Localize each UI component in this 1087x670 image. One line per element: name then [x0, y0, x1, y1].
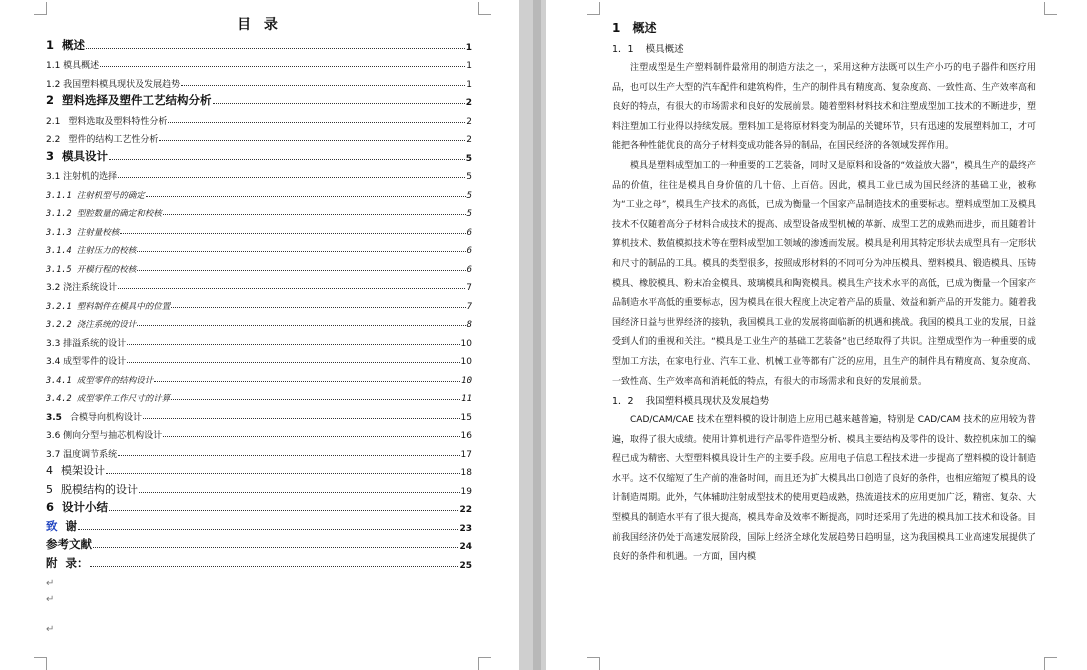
toc-page-number: 5: [466, 190, 472, 201]
toc-entry[interactable]: [46, 164, 472, 183]
toc-entry-text: 合模导向机构设计: [69, 412, 142, 423]
left-page: [0, 0, 519, 670]
toc-page-number: 1: [466, 79, 472, 90]
toc-leader-dots: [139, 491, 460, 493]
toc-entry[interactable]: [46, 127, 472, 146]
toc-entry-label: [46, 300, 170, 312]
crop-mark: [1044, 2, 1057, 15]
toc-leader-dots: [146, 195, 466, 197]
toc-entry-label: [46, 392, 170, 404]
toc-entry-text: 3.3 排溢系统的设计: [46, 338, 127, 349]
toc-entry-text: 塑件的结构工艺性分析: [68, 135, 159, 145]
toc-entry-text: 录：: [65, 555, 89, 570]
toc-entry-text: 塑料选取及塑料特性分析: [68, 116, 168, 127]
toc-page-number: 18: [460, 468, 472, 478]
toc-entry-number: 1: [46, 37, 55, 52]
page-divider[interactable]: [533, 0, 541, 670]
toc-entry[interactable]: [46, 515, 472, 534]
toc-entry-number: 2.2: [46, 135, 61, 145]
toc-entry-text: 3.4.2 成型零件工作尺寸的计算: [46, 394, 171, 404]
toc-leader-dots: [120, 232, 465, 234]
subsection-heading: [612, 40, 1036, 59]
toc-entry-label: [46, 189, 145, 201]
toc-leader-dots: [118, 287, 465, 289]
toc-leader-dots: [109, 509, 458, 511]
toc-page-number: 2: [466, 135, 472, 145]
toc-entry-text: 3.1.4 注射压力的校核: [46, 246, 137, 256]
toc-page-number: 6: [466, 246, 472, 256]
toc-entry[interactable]: [46, 330, 472, 349]
toc-leader-dots: [154, 380, 460, 382]
section-title: 概述: [632, 21, 657, 35]
toc-entry-label: [46, 132, 158, 145]
toc-entry-number: 6: [46, 500, 55, 514]
toc-leader-dots: [143, 417, 460, 419]
toc-entry[interactable]: [46, 478, 472, 497]
toc-leader-dots: [163, 435, 459, 437]
toc-leader-dots: [93, 546, 458, 548]
toc-page-number: 11: [461, 394, 472, 404]
toc-entry-text: 3.2.1 塑料制件在模具中的位置: [46, 301, 171, 312]
toc-entry-label: [46, 555, 89, 571]
toc-leader-dots: [106, 472, 460, 474]
toc-entry-label: [46, 428, 162, 441]
toc-entry-label: [46, 92, 212, 108]
toc-entry-text: 1.1 模具概述: [46, 61, 100, 71]
toc-leader-dots: [159, 139, 465, 141]
document-body: [612, 18, 1036, 568]
toc-entry-number: 3: [46, 148, 55, 163]
toc-leader-dots: [181, 84, 465, 86]
paragraph-mark: ↵: [46, 578, 55, 589]
toc-entry-label: [46, 114, 167, 127]
toc-entry-number: 2.1: [46, 116, 61, 127]
toc-leader-dots: [171, 398, 460, 400]
toc-entry[interactable]: [46, 90, 472, 109]
toc-entry-label: [46, 447, 117, 460]
toc-page-number: 5: [466, 172, 472, 182]
toc-entry[interactable]: [46, 201, 472, 220]
toc-entry-text: 参考文献: [46, 537, 92, 551]
toc-leader-dots: [168, 121, 465, 123]
toc-page-number: 19: [460, 486, 472, 497]
toc-entry-label: [46, 410, 142, 423]
toc-leader-dots: [78, 528, 458, 530]
toc-entry-text: 3.4.1 成型零件的结构设计: [46, 375, 154, 386]
crop-mark: [34, 657, 47, 670]
toc-entry[interactable]: [46, 349, 472, 368]
toc-entry-text: 谢: [65, 518, 77, 533]
toc-page-number: 25: [459, 560, 472, 571]
toc-page-number: 10: [460, 338, 472, 349]
toc-entry[interactable]: [46, 275, 472, 294]
toc-leader-dots: [118, 176, 465, 178]
toc-page-number: 7: [466, 283, 472, 293]
toc-entry[interactable]: [46, 367, 472, 386]
toc-page-number: 23: [459, 523, 472, 534]
toc-entry[interactable]: [46, 71, 472, 90]
toc-entry-text: 3.1.1 注射机型号的确定: [46, 190, 145, 201]
toc-title: 目 录: [237, 17, 282, 33]
toc-entry[interactable]: [46, 182, 472, 201]
toc-entry-text: 3.1.5 开模行程的校核: [46, 264, 137, 275]
toc-page-number: 15: [460, 412, 472, 423]
toc-entry-label: [46, 148, 108, 164]
toc-entry-text: 3.1 注射机的选择: [46, 172, 118, 182]
toc-entry-label: [46, 462, 105, 478]
toc-leader-dots: [127, 361, 459, 363]
toc-entry[interactable]: [46, 423, 472, 442]
toc-entry[interactable]: [46, 256, 472, 275]
toc-entry-text: 脱模结构的设计: [61, 482, 138, 496]
toc-entry-number: 附: [46, 555, 58, 570]
paragraph: CAD/CAM/CAE 技术在塑料模的设计制造上应用已越来越普遍，特别是 CAD/CAM 技术的应用较为普遍，取得了很大成绩。使用计算机进行产品零件造型分析、模具主要结构及零件的设计、数控机床加工的编程已成为精密、大型塑料模具设计生产的主要手段。应用电子信息工程技术进一步提高了塑料模的设计制造水平。这不仅缩短了生产前的准备时间，而且还为扩大模具出口创造了良好的条件，也相应缩短了模具的设计制造周期。此外，气体辅助注射成型技术的使用更趋成熟，热流道技术的应用更加广泛，精密、复杂、大型模具的制造水平有了很大提高，模具寿命及效率不断提高，同时还采用了先进的模具加工技术和设备。目前我国经济仍处于高速发展阶段，国际上经济全球化发展趋势日趋明显，这为我国模具工业高速发展提供了良好的条件和机遇。一方面，国内模: [612, 415, 1036, 563]
toc-entry-number: 2: [46, 93, 55, 107]
toc-entry[interactable]: [46, 145, 472, 164]
toc-leader-dots: [171, 306, 465, 308]
toc-entry[interactable]: [46, 108, 472, 127]
subsection-heading: [612, 392, 1036, 411]
toc-page-number: 6: [466, 264, 472, 275]
toc-entry-label: [46, 226, 119, 238]
toc-entry[interactable]: [46, 53, 472, 72]
toc-entry-label: [46, 536, 92, 552]
toc-entry-label: [46, 280, 117, 293]
toc-entry-number: 5: [46, 482, 53, 496]
toc-page-number: 5: [466, 209, 472, 219]
toc-entry-text: 模架设计: [61, 464, 105, 477]
toc-leader-dots: [137, 324, 465, 326]
toc-entry[interactable]: [46, 460, 472, 479]
toc-page-number: 6: [466, 227, 472, 238]
toc-entry-label: [46, 77, 180, 90]
toc-list: [46, 34, 472, 571]
toc-entry-number: 4: [46, 464, 53, 477]
toc-entry[interactable]: [46, 219, 472, 238]
toc-leader-dots: [127, 343, 459, 345]
toc-page-number: 8: [466, 320, 472, 330]
toc-entry[interactable]: [46, 34, 472, 53]
toc-page-number: 2: [465, 98, 472, 108]
paragraph-mark: ↵: [46, 624, 55, 635]
toc-entry[interactable]: [46, 386, 472, 405]
toc-leader-dots: [86, 47, 465, 49]
subsection-title: 模具概述: [645, 44, 684, 55]
toc-page-number: 17: [460, 449, 472, 460]
toc-entry[interactable]: [46, 293, 472, 312]
toc-entry-text: 3.1.2 型腔数量的确定和校核: [46, 209, 162, 219]
toc-page-number: 10: [460, 357, 472, 367]
toc-leader-dots: [100, 65, 465, 67]
toc-entry-label: [46, 169, 117, 182]
toc-page-number: 22: [459, 505, 472, 515]
subsection-title: 我国塑料模具现状及发展趋势: [645, 396, 770, 408]
toc-entry[interactable]: [46, 312, 472, 331]
crop-mark: [34, 2, 47, 15]
crop-mark: [478, 2, 491, 15]
toc-page-number: 24: [459, 542, 472, 552]
toc-leader-dots: [213, 102, 465, 104]
toc-entry-text: 3.2.2 浇注系统的设计: [46, 320, 137, 330]
toc-page-number: 5: [465, 153, 472, 164]
toc-entry-text: 1.2 我国塑料模具现状及发展趋势: [46, 79, 181, 90]
toc-entry-label: [46, 336, 126, 349]
toc-entry-text: 模具设计: [62, 148, 109, 163]
toc-entry-text: 概述: [62, 37, 86, 52]
toc-entry-label: [46, 263, 136, 275]
toc-leader-dots: [90, 565, 459, 567]
crop-mark: [478, 657, 491, 670]
toc-page-number: 10: [461, 375, 472, 386]
toc-entry-label: [46, 37, 85, 53]
paragraph: 注塑成型是生产塑料制件最常用的制造方法之一，采用这种方法既可以生产小巧的电子器件和医疗用品，也可以生产大型的汽车配件和建筑构件，生产的制件具有精度高、复杂度高、一致性高、生产效率高和良好的特点，有很大的市场需求和良好的发展前景。随着塑料材料技术和注塑成型加工技术的不断进步，塑料注塑加工行业得以持续发展。塑料加工是将原材料变为制品的关键环节，只有迅速的发展塑料加工，才可能把各种性能优良的高分子材料变成功能各异的制品，在国民经济的各领域发挥作用。: [612, 63, 1036, 152]
paragraph-mark: ↵: [46, 594, 55, 605]
paragraph: 模具是塑料成型加工的一种重要的工艺装备，同时又是原料和设备的“效益放大器”，模具生产的最终产品的价值，往往是模具自身价值的几十倍、上百倍。因此，模具工业已成为国民经济的基础工业，被称为“工业之母”，模具生产技术的高低，已成为衡量一个国家产品制造技术的重要标志。塑料成型加工及模具技术不仅随着高分子材料合成技术的提高、成型设备成型机械的革新、成型工艺的成熟而进步，而且随着计算机技术、数值模拟技术等在塑料成型加工领域的渗透而发展。模具是利用其特定形状去成型具有一定形状和尺寸的制品的工具。模具的类型很多，按照成形材料的不同可分为冲压模具、塑料模具、锻造模具、压铸模具、橡胶模具、粉末冶金模具、玻璃模具和陶瓷模具。模具生产技术水平的高低，已成为衡量一个国家产品制造水平高低的重要标志，因为模具在很大程度上决定着产品的质量、效益和新产品的开发能力。随着我国经济日益与世界经济的接轨，我国模具工业的发展将面临新的机遇和挑战。我国的模具工业的发展，日益受到人们的重视和关注。“模具是工业生产的基础工艺装备”也已经取得了共识。注塑成型作为一种重要的成型加工方法，在家电行业、汽车工业、机械工业等都有广泛的应用，且生产的制件具有精度高、复杂度高、一致性高、生产效率高和消耗低的特点，有很大的市场需求和良好的发展前景。: [612, 160, 1036, 387]
toc-entry-text: 设计小结: [62, 500, 109, 514]
toc-entry-text: 3.6 侧向分型与抽芯机构设计: [46, 431, 163, 441]
toc-entry[interactable]: [46, 238, 472, 257]
toc-leader-dots: [137, 250, 465, 252]
toc-entry[interactable]: [46, 552, 472, 571]
toc-entry-label: [46, 499, 108, 515]
toc-entry-text: 3.2 浇注系统设计: [46, 283, 118, 293]
toc-leader-dots: [118, 454, 459, 456]
crop-mark: [1044, 657, 1057, 670]
toc-page-number: 1: [465, 42, 472, 53]
toc-entry-number: 致: [46, 518, 58, 533]
toc-entry-text: 3.7 温度调节系统: [46, 449, 118, 460]
subsection-number: 1．1: [612, 44, 634, 55]
toc-entry-text: 塑料选择及塑件工艺结构分析: [62, 93, 212, 107]
toc-entry-text: 3.1.3 注射量校核: [46, 227, 120, 238]
toc-leader-dots: [109, 158, 465, 160]
toc-entry-label: [46, 244, 136, 256]
crop-mark: [587, 2, 600, 15]
toc-entry-label: [46, 518, 77, 534]
toc-page-number: 1: [466, 61, 472, 71]
toc-entry[interactable]: [46, 404, 472, 423]
toc-entry[interactable]: [46, 534, 472, 553]
section-heading: [612, 18, 1036, 38]
toc-entry-label: [46, 354, 126, 367]
toc-page-number: 7: [466, 301, 472, 312]
toc-page-number: 16: [460, 431, 472, 441]
toc-entry[interactable]: [46, 441, 472, 460]
toc-entry[interactable]: [46, 497, 472, 516]
toc-entry-label: [46, 58, 99, 71]
toc-entry-text: 3.4 成型零件的设计: [46, 357, 127, 367]
subsection-number: 1．2: [612, 396, 634, 408]
toc-page-number: 2: [466, 116, 472, 127]
toc-entry-label: [46, 207, 162, 219]
toc-leader-dots: [163, 213, 466, 215]
toc-entry-label: [46, 374, 153, 386]
crop-mark: [587, 657, 600, 670]
section-number: 1: [612, 21, 621, 35]
toc-leader-dots: [137, 269, 465, 271]
toc-entry-number: 3.5: [46, 412, 62, 423]
toc-entry-label: [46, 481, 138, 497]
toc-entry-label: [46, 318, 136, 330]
